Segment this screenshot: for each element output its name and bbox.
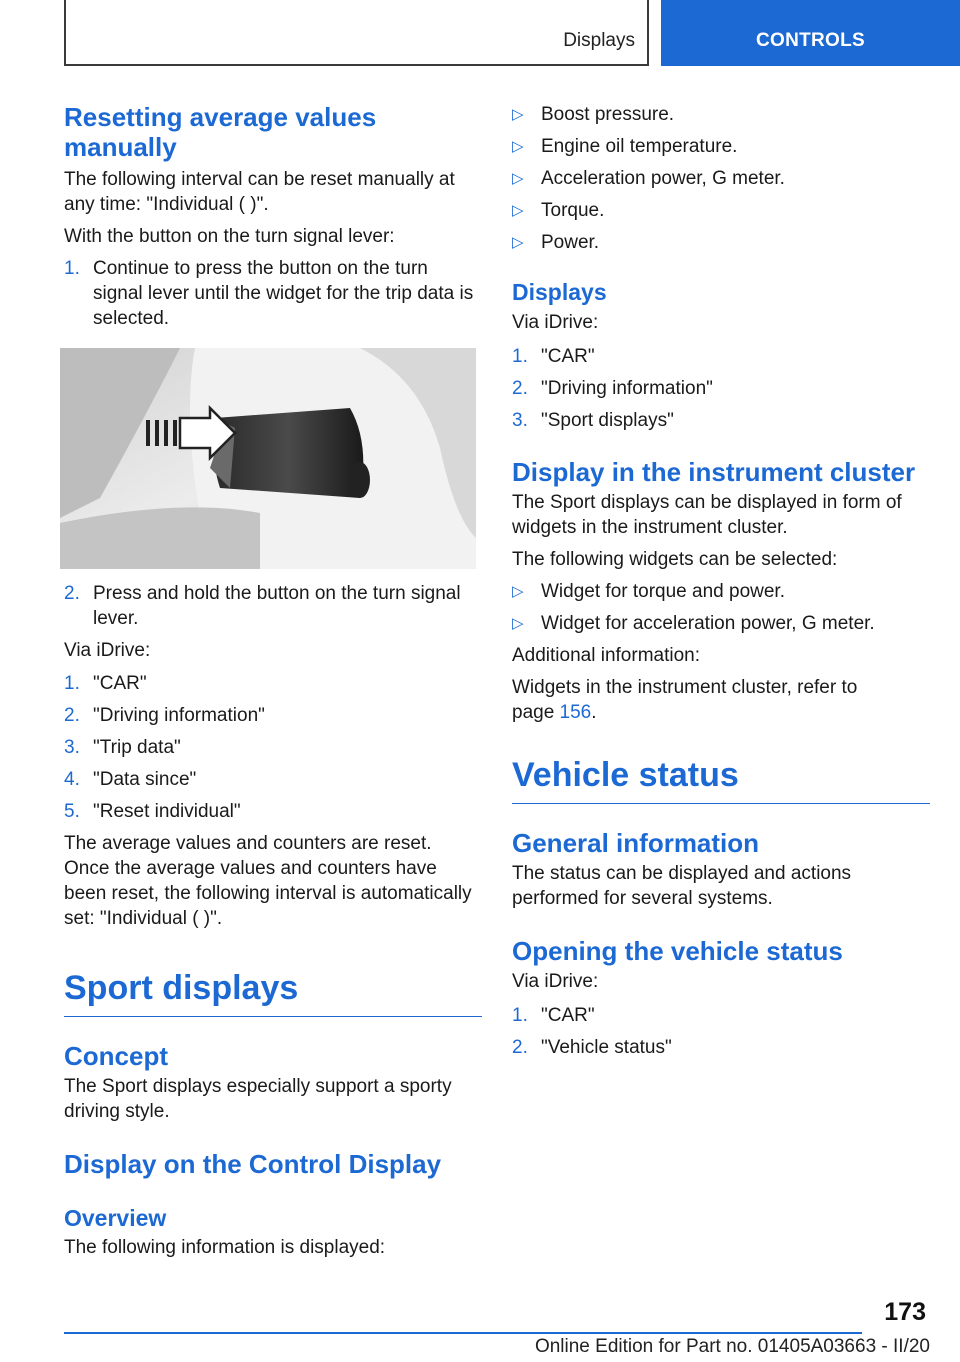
- list-item: [512, 408, 930, 433]
- right-column: [512, 102, 930, 1060]
- step-text: "Driving information": [93, 705, 265, 726]
- via-idrive-label: Via iDrive:: [512, 312, 599, 333]
- reset-steps-a: [64, 256, 482, 331]
- item-text: Torque.: [541, 200, 605, 221]
- reset-paragraph-2: With the button on the turn signal lever:: [64, 226, 395, 247]
- turn-signal-lever-figure: [60, 348, 476, 569]
- item-text: Engine oil temperature.: [541, 136, 738, 157]
- cluster-paragraph-2: The following widgets can be selected:: [512, 549, 838, 570]
- footer-edition-text: Online Edition for Part no. 01405A03663 - II/20: [534, 1336, 930, 1357]
- displays-steps: [512, 344, 930, 433]
- list-item: [64, 767, 482, 792]
- step-text: "Trip data": [93, 737, 181, 758]
- info-list: [512, 102, 930, 255]
- header-chapter-tab[interactable]: [661, 0, 960, 66]
- step-number: 5.: [64, 801, 80, 822]
- list-item: [64, 703, 482, 728]
- overview-paragraph: The following information is displayed:: [64, 1237, 386, 1258]
- general-information-paragraph: The status can be displayed and actions performed for several systems.: [512, 863, 852, 909]
- list-item: [512, 611, 930, 636]
- step-number: 2.: [512, 1037, 528, 1058]
- displays-heading: Displays: [512, 279, 607, 305]
- header-chapter-label: CONTROLS: [755, 30, 865, 51]
- item-text: Power.: [541, 232, 600, 253]
- list-item: [512, 102, 930, 127]
- list-item: [64, 799, 482, 824]
- list-item: [512, 198, 930, 223]
- step-number: 2.: [512, 378, 528, 399]
- page-reference-link[interactable]: 156: [559, 702, 592, 723]
- step-number: 1.: [64, 673, 80, 694]
- step-text: "CAR": [93, 673, 147, 694]
- vehicle-status-heading: Vehicle status: [512, 755, 930, 804]
- instrument-cluster-heading: Display in the instrument cluster: [512, 457, 916, 487]
- step-text: "CAR": [541, 1005, 595, 1026]
- list-item: [512, 579, 930, 604]
- step-number: 2.: [64, 705, 80, 726]
- step-text: "Driving information": [541, 378, 713, 399]
- item-text: Boost pressure.: [541, 104, 675, 125]
- reset-heading: Resetting average values manually: [64, 102, 377, 162]
- list-item: [512, 230, 930, 255]
- reset-paragraph-1: The following interval can be reset manually at any time: "Individual ( )".: [64, 169, 455, 215]
- left-column: [64, 102, 482, 1260]
- header-section-box: [64, 0, 649, 66]
- bullet-triangle-icon: ▷: [512, 234, 524, 251]
- footer-divider: [64, 1332, 862, 1334]
- list-item: [512, 344, 930, 369]
- reset-steps-b: [64, 581, 482, 631]
- step-text: Continue to press the button on the turn signal lever until the widget for the trip data is selected.: [93, 258, 474, 329]
- concept-paragraph: The Sport displays especially support a sporty driving style.: [64, 1076, 452, 1122]
- opening-steps: [512, 1003, 930, 1060]
- step-text: "CAR": [541, 346, 595, 367]
- item-text: Widget for torque and power.: [541, 581, 785, 602]
- overview-heading: Overview: [64, 1205, 167, 1231]
- turn-signal-lever-illustration: [60, 348, 476, 569]
- list-item: [512, 166, 930, 191]
- cluster-paragraph-1: The Sport displays can be displayed in form of widgets in the instrument cluster.: [512, 492, 902, 538]
- list-item: [64, 256, 482, 331]
- bullet-triangle-icon: ▷: [512, 138, 524, 155]
- bullet-triangle-icon: ▷: [512, 583, 524, 600]
- page-number: 173: [884, 1298, 926, 1326]
- sport-displays-heading: Sport displays: [64, 968, 482, 1017]
- concept-heading: Concept: [64, 1041, 168, 1071]
- step-number: 1.: [512, 346, 528, 367]
- control-display-heading: Display on the Control Display: [64, 1149, 442, 1179]
- header-section-title: Displays: [563, 30, 635, 51]
- general-information-heading: General information: [512, 828, 760, 858]
- idrive-steps: [64, 671, 482, 824]
- step-number: 3.: [512, 410, 528, 431]
- step-number: 4.: [64, 769, 80, 790]
- list-item: [64, 581, 482, 631]
- step-text: "Vehicle status": [541, 1037, 672, 1058]
- bullet-triangle-icon: ▷: [512, 106, 524, 123]
- step-text: Press and hold the button on the turn signal lever.: [93, 583, 461, 629]
- list-item: [512, 1035, 930, 1060]
- reference-suffix: .: [591, 702, 597, 723]
- widgets-list: [512, 579, 930, 636]
- item-text: Widget for acceleration power, G meter.: [541, 613, 875, 634]
- step-number: 1.: [64, 258, 80, 279]
- list-item: [512, 134, 930, 159]
- bullet-triangle-icon: ▷: [512, 202, 524, 219]
- step-number: 3.: [64, 737, 80, 758]
- step-number: 2.: [64, 583, 80, 604]
- reset-result-paragraph: The average values and counters are reset. Once the average values and counters have been reset, the following interval is automatically set: "Individual ( )".: [64, 833, 472, 929]
- bullet-triangle-icon: ▷: [512, 170, 524, 187]
- list-item: [64, 671, 482, 696]
- bullet-triangle-icon: ▷: [512, 615, 524, 632]
- reference-text: Widgets in the instrument cluster, refer to page: [512, 677, 858, 723]
- list-item: [512, 1003, 930, 1028]
- additional-info-label: Additional information:: [512, 645, 700, 666]
- step-text: "Reset individual": [93, 801, 241, 822]
- list-item: [512, 376, 930, 401]
- via-idrive-label: Via iDrive:: [64, 640, 151, 661]
- step-text: "Sport displays": [541, 410, 674, 431]
- step-number: 1.: [512, 1005, 528, 1026]
- step-text: "Data since": [93, 769, 197, 790]
- opening-vehicle-status-heading: Opening the vehicle status: [512, 936, 843, 966]
- page-reference-paragraph: [512, 675, 892, 725]
- list-item: [64, 735, 482, 760]
- item-text: Acceleration power, G meter.: [541, 168, 785, 189]
- via-idrive-label: Via iDrive:: [512, 971, 599, 992]
